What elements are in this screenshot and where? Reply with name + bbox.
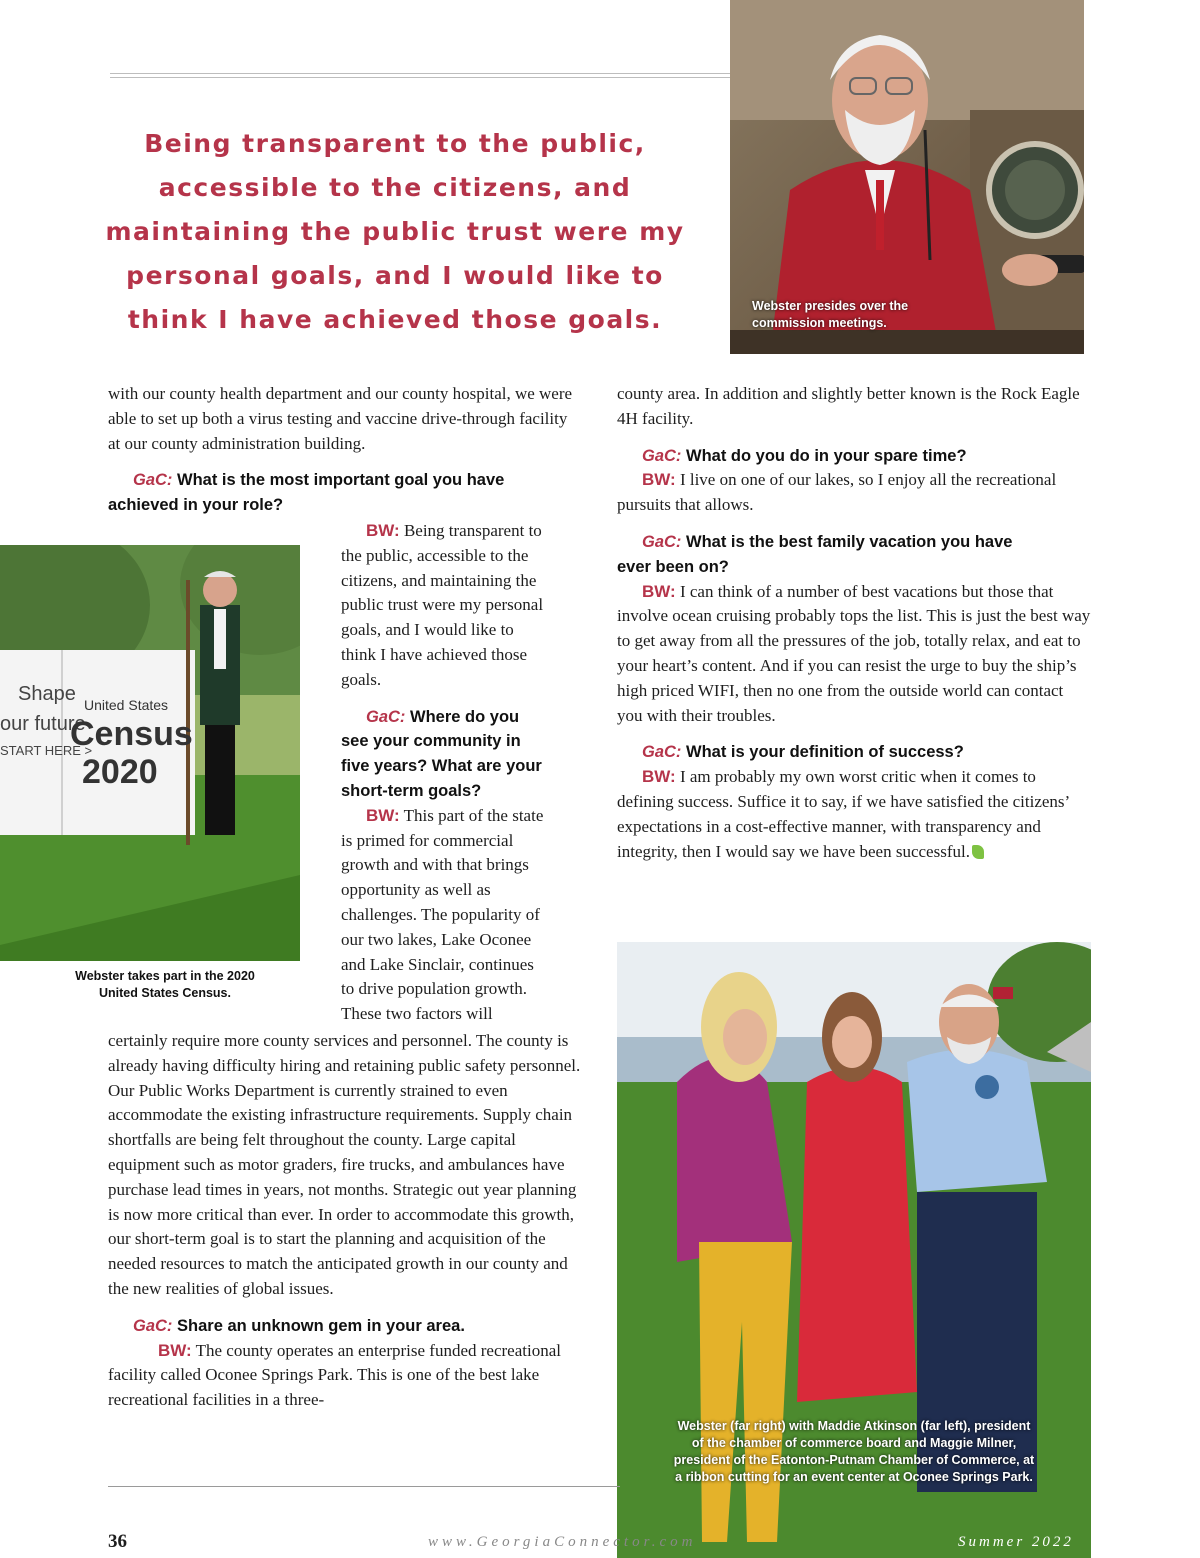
answer-five-years-line: These two factors will xyxy=(341,1004,493,1024)
sign-text-year: 2020 xyxy=(82,753,158,791)
top-rule xyxy=(110,73,730,74)
sign-text-start: START HERE > xyxy=(0,743,93,758)
answer-unknown-gem: BW: The county operates an enterprise funded recreational facility called Oconee Springs Park. This is one of the best lake recreational facilities in a three- xyxy=(108,1340,561,1410)
answer-five-years-line: opportunity as well as xyxy=(341,880,491,900)
answer-family-vacation: BW: I can think of a number of best vacations but those that involve ocean cruising probably tops the list. This is just the best way to get away from all the pressures of the job, totally relax, and eat to your heart’s content. And if you can resist the urge to buy the ship’s high priced WIFI, then no one from the outside world can contact you with their troubles. xyxy=(617,581,1091,725)
column-1-top xyxy=(108,382,582,518)
answer-definition-success: BW: I am probably my own worst critic when it comes to defining success. Suffice it to say, if we have satisfied the citizens’ expectations in a cost-effective manner, with transparency and integrity, then I would say we have been successful. xyxy=(617,767,1069,861)
answer-goal-line: goals, and I would like to xyxy=(341,620,514,640)
question-five-years-line: short-term goals? xyxy=(341,781,482,800)
question-five-years: GaC: Where do you xyxy=(366,707,520,726)
commission-caption: Webster presides over the commission meetings. xyxy=(752,299,909,330)
answer-five-years-line: is primed for commercial xyxy=(341,830,514,850)
answer-goal-line: the public, accessible to the xyxy=(341,545,529,565)
question-important-goal: GaC: What is the most important goal you have xyxy=(133,471,505,490)
ribbon-cutting-caption: Webster (far right) with Maddie Atkinson (far left), president of the chamber of commerce board and Maggie Milner, president of the Eatonton-Putnam Chamber of Commerce, at a ribbon cutting for an event center at Oconee Springs Park. xyxy=(673,1419,1035,1484)
answer-goal-line: citizens, and maintaining the xyxy=(341,570,537,590)
answer-five-years-line: and Lake Sinclair, continues xyxy=(341,954,534,974)
answer-five-years-line: to drive population growth. xyxy=(341,979,528,999)
question-important-goal-2: achieved in your role? xyxy=(108,496,284,515)
answer-goal-line-1: BW: Being transparent to xyxy=(366,521,542,540)
question-definition-success: GaC: What is your definition of success? xyxy=(642,743,964,762)
pull-quote: Being transparent to the public, accessible to the citizens, and maintaining the public trust were my personal goals, and I would like to think I have achieved those goals. xyxy=(105,129,685,334)
answer-five-years-line: our two lakes, Lake Oconee xyxy=(341,929,532,949)
answer-five-years-line: challenges. The popularity of xyxy=(341,904,540,924)
census-caption: Webster takes part in the 2020 United States Census. xyxy=(75,969,255,1000)
column-2 xyxy=(617,382,1091,864)
question-unknown-gem: GaC: Share an unknown gem in your area. xyxy=(133,1316,465,1335)
answer-spare-time: BW: I live on one of our lakes, so I enjoy all the recreational pursuits that allows. xyxy=(617,470,1057,515)
question-five-years-line: see your community in xyxy=(341,732,521,751)
footer-rule xyxy=(108,1486,620,1487)
page-number: 36 xyxy=(108,1531,127,1552)
top-rule-2 xyxy=(110,77,730,78)
photo-ribbon-cutting xyxy=(617,942,1091,1558)
answer-goal-line: public trust were my personal xyxy=(341,595,544,615)
answer-five-years-continued: certainly require more county services and personnel. The county is already having difficulty hiring and retaining public safety personnel. Our Public Works Department is currently strained to even accommodate the existing infrastructure requirements. Supply chain shortfalls are being felt throughout the county. Large capital equipment such as motor graders, fire trucks, and ambulances have purchase lead times in years, not months. Strategic out year planning is now more critical than ever. In order to accommodate this growth, our short-term goal is to start the planning and acquisition of the needed resources to match the anticipated growth in our county and the new realities of global issues. xyxy=(108,1031,581,1298)
gem-answer-continued: county area. In addition and slightly better known is the Rock Eagle 4H facility. xyxy=(617,384,1080,428)
answer-goal-line: goals. xyxy=(341,669,382,689)
sign-text-brand: United States xyxy=(84,697,169,713)
footer-issue: Summer 2022 xyxy=(958,1534,1074,1550)
question-family-vacation: GaC: What is the best family vacation you have xyxy=(642,532,1013,551)
sign-text-future: our future xyxy=(0,713,86,735)
answer-five-years-line-1: BW: This part of the state xyxy=(366,805,544,825)
sign-text-shape: Shape xyxy=(18,683,76,705)
answer-five-years-line: growth and with that brings xyxy=(341,855,529,875)
footer-url: www.GeorgiaConnector.com xyxy=(428,1534,697,1550)
sign-text-census: Census xyxy=(70,715,193,753)
answer-goal-line: think I have achieved those xyxy=(341,644,527,664)
column-1-bottom xyxy=(108,1029,582,1413)
intro-paragraph: with our county health department and our county hospital, we were able to set up both a virus testing and vaccine drive-through facility at our county administration building. xyxy=(108,384,573,453)
question-family-vacation-2: ever been on? xyxy=(617,557,729,576)
census-image xyxy=(0,545,300,961)
georgia-leaf-icon xyxy=(972,845,984,859)
gac-label: GaC: xyxy=(133,471,173,490)
question-spare-time: GaC: What do you do in your spare time? xyxy=(642,446,967,465)
column-1-narrow xyxy=(341,519,586,1027)
photo-census xyxy=(0,545,300,961)
photo-commission-meeting xyxy=(730,0,1084,354)
question-five-years-line: five years? What are your xyxy=(341,757,542,776)
